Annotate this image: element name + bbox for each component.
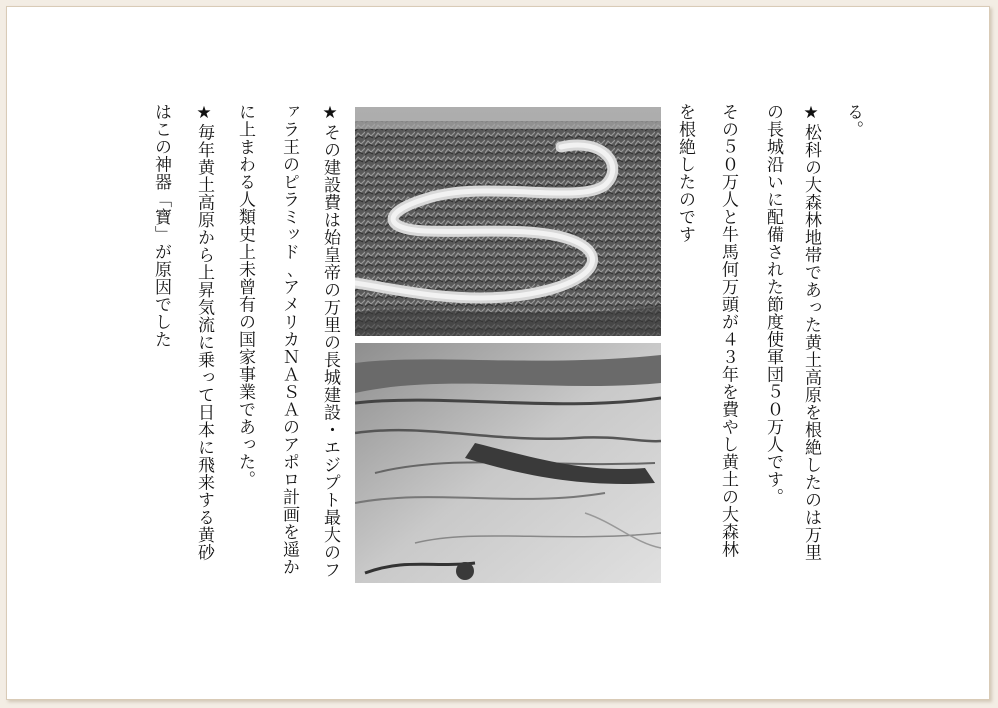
text-column-5: を根絶したのです [675,103,695,243]
loess-terraces-photo [355,343,661,583]
text-column-9: ★毎年黄土高原から上昇気流に乗って日本に飛来する黄砂 [194,103,214,561]
yellow-river-aerial-photo [355,107,661,336]
text-column-2: ★松科の大森林地帯であった黄土高原を根絶したのは万里 [801,103,821,561]
text-column-3: の長城沿いに配備された節度使軍団５０万人です。 [763,103,783,506]
text-column-7: ァラ王のピラミッド､アメリカＮＡＳＡのアポロ計画を遥か [279,103,299,576]
text-column-4: その５０万人と牛馬何万頭が４３年を費やし黄土の大森林 [718,103,738,558]
text-column-6: ★その建設費は始皇帝の万里の長城建設・エジプト最大のフ [320,103,340,579]
text-column-8: に上まわる人類史上未曾有の国家事業であった。 [235,103,255,488]
text-column-10: はこの神器「寶」が原因でした [151,103,171,348]
document-page [6,6,990,700]
text-column-1: る。 [843,103,863,138]
